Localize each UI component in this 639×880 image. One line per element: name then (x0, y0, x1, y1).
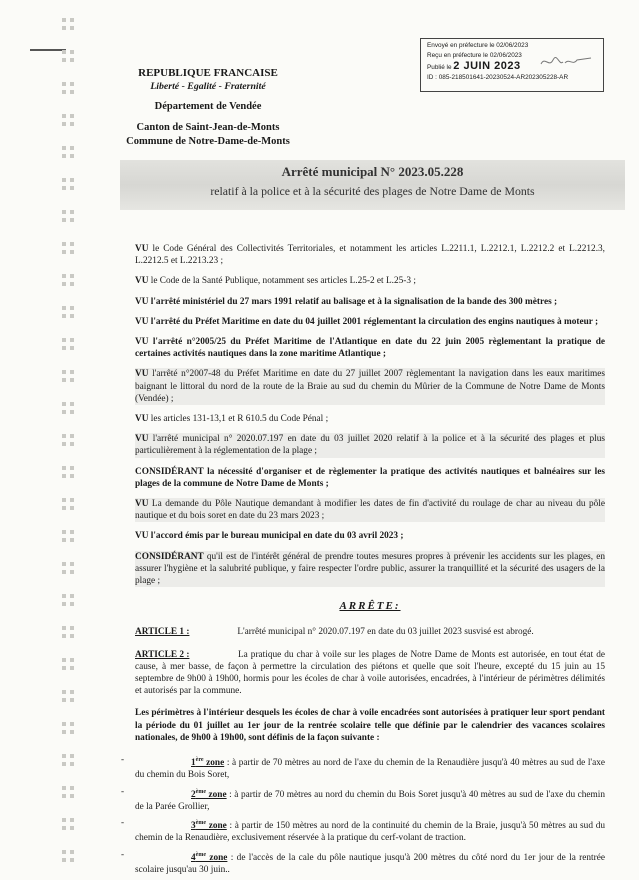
zone-item (121, 786, 605, 814)
article-2-label: ARTICLE 2 : (135, 649, 190, 660)
document-body (121, 243, 605, 880)
department-name: Département de Vendée (154, 101, 262, 112)
punch-mark (62, 50, 74, 62)
punch-mark (62, 210, 74, 222)
stamp-id-line: ID : 085-218501641-20230524-AR202305228-AR (427, 74, 569, 81)
article-2-text: La pratique du char à voile sur les plages de Notre Dame de Monts est autorisée, en tout état de cause, à mer basse, de façon à permettre la circulation des piétons et quelle que soit l'heure, excepté du 15 juin au 15 septembre de 9h00 à 19h00, hormis pour les écoles de char à voile autorisées, encadrées, à l'intérieur de périmètres délimités et autorisés par la commune. (135, 649, 605, 697)
visa-text: l'arrêté n°2005/25 du Préfet Maritime de l'Atlantique en date du 22 juin 2005 règlementant la pratique de certaines activités nautiques dans la zone maritime Atlantique ; (135, 337, 605, 360)
visa-lead: CONSIDÉRANT (135, 466, 204, 477)
article-2 (135, 649, 605, 698)
punch-mark (62, 242, 74, 254)
zone-label: 3ème zone (191, 820, 227, 832)
visa-item (135, 368, 605, 405)
prefecture-stamp (420, 38, 604, 92)
zones-list (121, 754, 605, 876)
stamp-sent-line: Envoyé en préfecture le 02/06/2023 (427, 42, 529, 49)
visa-text: le Code de la Santé Publique, notamment ses articles L.25-2 et L.25-3 ; (148, 276, 416, 287)
visa-text: la nécessité d'organiser et de règlementer la pratique des activités nautiques et balnéaires sur les plages de la commune de Notre Dame de Monts ; (135, 466, 605, 489)
visas-list (135, 243, 605, 587)
visa-text: l'arrêté municipal n° 2020.07.197 en date du 03 juillet 2020 relatif à la police et à la sécurité des plages et plus particulièrement à la réglementation de la plage ; (135, 434, 605, 457)
punch-mark (62, 658, 74, 670)
binder-mark (30, 49, 66, 51)
punch-mark (62, 466, 74, 478)
punch-mark (62, 786, 74, 798)
arrete-heading: ARRÊTE: (339, 600, 401, 613)
zone-label: 4ème zone (191, 851, 228, 863)
zone-text: : à partir de 70 mètres au nord du chemin du Bois Soret jusqu'à 40 mètres au sud de l'axe du chemin de la Parée Grollier, (135, 789, 605, 812)
stamp-published-label: Publié le (427, 64, 452, 71)
punch-mark (62, 690, 74, 702)
punch-mark (62, 306, 74, 318)
visa-item (135, 413, 605, 425)
visa-lead: CONSIDÉRANT (135, 551, 204, 562)
zone-text: : à partir de 70 mètres au nord de l'axe du chemin de la Renaudière jusqu'à 40 mètres au sud de l'axe du chemin du Bois Soret, (135, 758, 605, 781)
punch-mark (62, 146, 74, 158)
punch-mark (62, 722, 74, 734)
punch-mark (62, 370, 74, 382)
visa-lead: VU (135, 296, 149, 307)
punch-mark (62, 498, 74, 510)
punch-mark (62, 850, 74, 862)
visa-lead: VU (135, 337, 149, 348)
visa-lead: VU (135, 499, 149, 510)
visa-text: qu'il est de l'intérêt général de prendre toutes mesures propres à prévenir les accidents sur les plages, en assurer l'hygiène et la salubrité publique, y faire respecter l'ordre public, assurer la tranquillité et la sécurité des usagers de la plage ; (135, 551, 605, 587)
punch-mark (62, 562, 74, 574)
stamp-received-line: Reçu en préfecture le 02/06/2023 (427, 52, 522, 59)
zone-label: 1ère zone (191, 757, 225, 769)
punch-mark (62, 18, 74, 30)
bullet-dash: - (121, 755, 125, 766)
visa-lead: VU (135, 414, 149, 425)
visa-item (135, 316, 605, 328)
zone-text: : à partir de 150 mètres au nord de la continuité du chemin de la Braie, jusqu'à 50 mètres au sud du chemin de la Renaudière, exclusivement réservée à la pratique du cerf-volant de traction. (135, 821, 605, 844)
visa-item (135, 296, 605, 308)
punch-mark (62, 82, 74, 94)
visa-item (135, 530, 605, 542)
letterhead (108, 66, 308, 149)
punch-mark (62, 274, 74, 286)
visa-lead: VU (135, 316, 149, 327)
commune-name: Commune de Notre-Dame-de-Monts (126, 136, 290, 147)
visa-item (135, 336, 605, 360)
zone-text: : de l'accès de la cale du pôle nautique jusqu'à 200 mètres du côté nord du 1er jour de la rentrée scolaire jusqu'au 30 juin.. (135, 852, 605, 875)
visa-lead: VU (135, 276, 149, 287)
article-1-label: ARTICLE 1 : (135, 627, 190, 638)
arrete-subject: relatif à la police et à la sécurité des plages de Notre Dame de Monts (210, 184, 535, 198)
punch-mark (62, 434, 74, 446)
zone-label: 2ème zone (191, 788, 227, 800)
signature-icon (539, 54, 593, 70)
visa-text: l'arrêté du Préfet Maritime en date du 04 juillet 2001 réglementant la circulation des engins nautiques à moteur ; (148, 316, 599, 327)
republic-title: REPUBLIQUE FRANCAISE (138, 67, 278, 79)
punch-mark (62, 818, 74, 830)
bullet-dash: - (121, 849, 125, 860)
visa-text: l'arrêté n°2007-48 du Préfet Maritime en date du 27 juillet 2007 règlementant la navigation dans les eaux maritimes baignant le littoral du nord de la route de la Braie au sud du chemin du Mûrier de la Commune de Notre Dame de Monts (Vendée) ; (135, 369, 605, 404)
visa-item (135, 466, 605, 490)
article-1-text: L'arrêté municipal n° 2020.07.197 en date du 03 juillet 2023 susvisé est abrogé. (237, 627, 534, 638)
zone-item (121, 754, 605, 782)
zone-item (121, 849, 605, 877)
visa-item (135, 433, 605, 457)
punch-mark (62, 754, 74, 766)
visa-lead: VU (135, 434, 149, 445)
punch-mark (62, 114, 74, 126)
visa-text: les articles 131-13,1 et R 610.5 du Code Pénal ; (148, 414, 329, 425)
punch-mark (62, 530, 74, 542)
bullet-dash: - (121, 818, 125, 829)
stamp-published-date: 2 JUIN 2023 (453, 60, 521, 72)
visa-text: l'arrêté ministériel du 27 mars 1991 relatif au balisage et à la signalisation de la bande des 300 mètres ; (148, 296, 558, 307)
visa-text: La demande du Pôle Nautique demandant à modifier les dates de fin d'activité du roulage de char au niveau du pôle nautique et du bois soret en date du 23 mars 2023 ; (135, 499, 605, 522)
punch-mark (62, 594, 74, 606)
visa-lead: VU (135, 531, 149, 542)
zone-item (121, 817, 605, 845)
visa-item (135, 243, 605, 267)
visa-item (135, 498, 605, 522)
punch-mark (62, 338, 74, 350)
republic-motto: Liberté - Egalité - Fraternité (150, 81, 266, 92)
visa-item (135, 551, 605, 588)
punch-mark (62, 178, 74, 190)
arrete-number: Arrêté municipal N° 2023.05.228 (281, 164, 464, 179)
bullet-dash: - (121, 786, 125, 797)
visa-text: l'accord émis par le bureau municipal en date du 03 avril 2023 ; (148, 531, 404, 542)
article-2-perimeters: Les périmètres à l'intérieur desquels les écoles de char à voile encadrées sont autorisées à pratiquer leur sport pendant la période du 01 juillet au 1er jour de la rentrée scolaire telle que définie par le calendrier des vacances scolaires nationales, de 9h00 à 19h00, sont définis de la façon suivante : (135, 708, 605, 743)
document-title (120, 164, 625, 199)
visa-lead: VU (135, 244, 149, 254)
canton-name: Canton de Saint-Jean-de-Monts (136, 122, 280, 133)
punch-mark (62, 626, 74, 638)
article-1 (135, 626, 605, 638)
visa-text: le Code Général des Collectivités Territoriales, et notamment les articles L.2211.1, L.2212.1, L.2212.2 et L.2212.3, L.2212.5 et L.2213.23 ; (135, 244, 605, 267)
visa-item (135, 275, 605, 287)
visa-lead: VU (135, 369, 149, 380)
punch-mark (62, 402, 74, 414)
